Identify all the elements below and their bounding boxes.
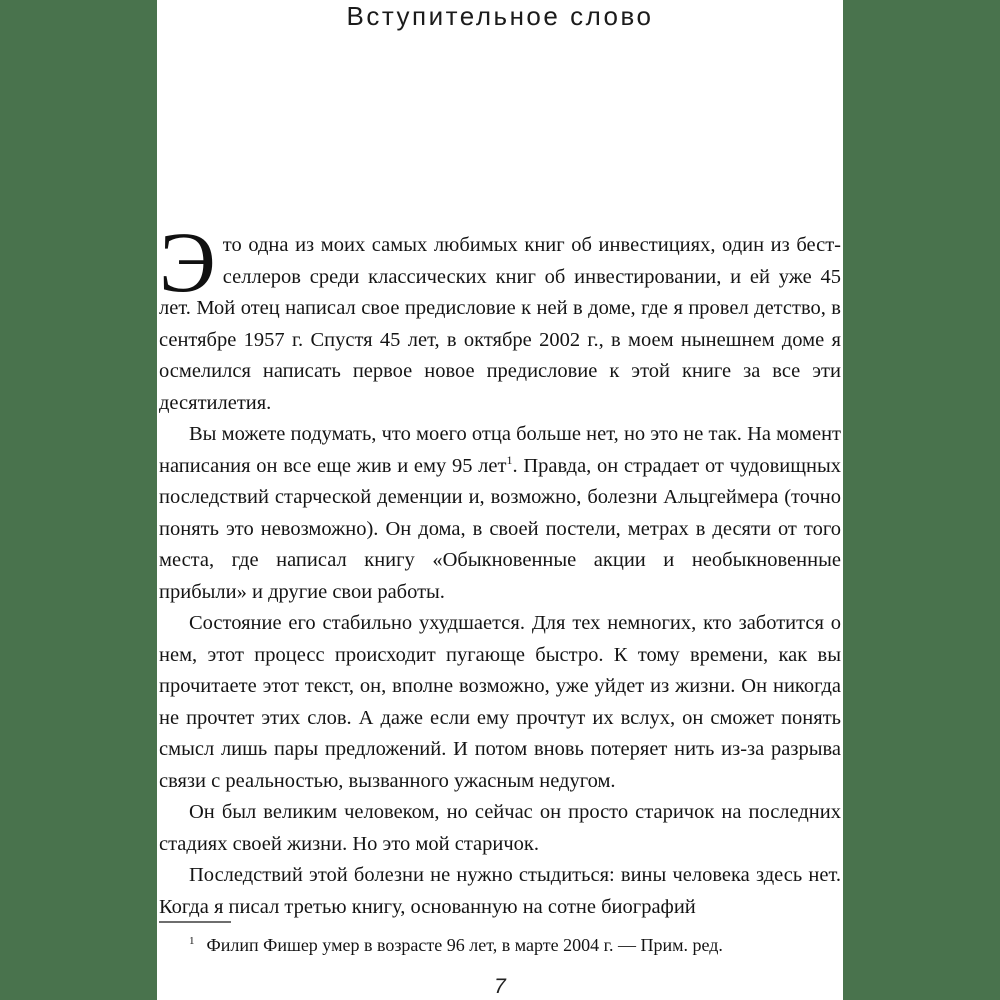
paragraph-3: Состояние его стабильно ухудшается. Для тех немногих, кто заботится о нем, этот процесс происходит пугающе быстро. К тому времени, как вы прочитаете этот текст, он, вполне возможно, уже уйдет из жизни. Он никогда не прочтет этих слов. А даже если ему прочтут их вслух, он сможет понять смысл лишь пары предложений. И потом вновь потеряет нить из-за разрыва связи с реальностью, вызванного ужасным недугом. xyxy=(159,612,841,792)
chapter-title: Вступительное слово xyxy=(346,1,654,31)
paragraph-1-text: то одна из моих самых любимых книг об инвестициях, один из бестселлеров среди классических книг об инвестировании, и ей уже 45 лет. Мой отец написал свое предисловие к ней в доме, где я провел детство, в сентябре 1957 г. Спустя 45 лет, в октябре 2002 г., в моем нынешнем доме я осмелился написать первое новое предисловие к этой книге за все эти десятилетия. xyxy=(159,234,841,414)
footnote xyxy=(159,921,841,957)
footnote-marker: 1 xyxy=(189,935,195,947)
footnote-separator-rule xyxy=(159,921,231,923)
footnote-reference: 1 xyxy=(506,452,513,467)
body-text xyxy=(159,214,841,923)
paragraph-5: Последствий этой болезни не нужно стыдиться: вины человека здесь нет. Когда я писал третью книгу, основанную на сотне биографий xyxy=(159,864,841,918)
book-page xyxy=(157,0,843,1000)
paragraph-4: Он был великим человеком, но сейчас он просто старичок на последних стадиях своей жизни. Но это мой старичок. xyxy=(159,801,841,855)
footnote-text-line xyxy=(159,933,841,957)
paragraph-2-text-before-ref: Вы можете подумать, что моего отца больше нет, но это не так. На момент написания он все еще жив и ему 95 лет xyxy=(159,423,841,477)
paragraph-1 xyxy=(159,214,841,419)
paragraph-2 xyxy=(159,419,841,608)
footnote-text: Филип Фишер умер в возрасте 96 лет, в марте 2004 г. — Прим. ред. xyxy=(206,935,723,955)
drop-cap: Э xyxy=(159,214,216,310)
paragraph-2-text-after-ref: . Правда, он страдает от чудовищных последствий старческой деменции и, возможно, болезни Альцгеймера (точно понять это невозможно). Он дома, в своей постели, метрах в десяти от того места, где написал книгу «Обыкновенные акции и необыкновенные прибыли» и другие свои работы. xyxy=(159,454,841,603)
page-number: 7 xyxy=(494,975,506,998)
